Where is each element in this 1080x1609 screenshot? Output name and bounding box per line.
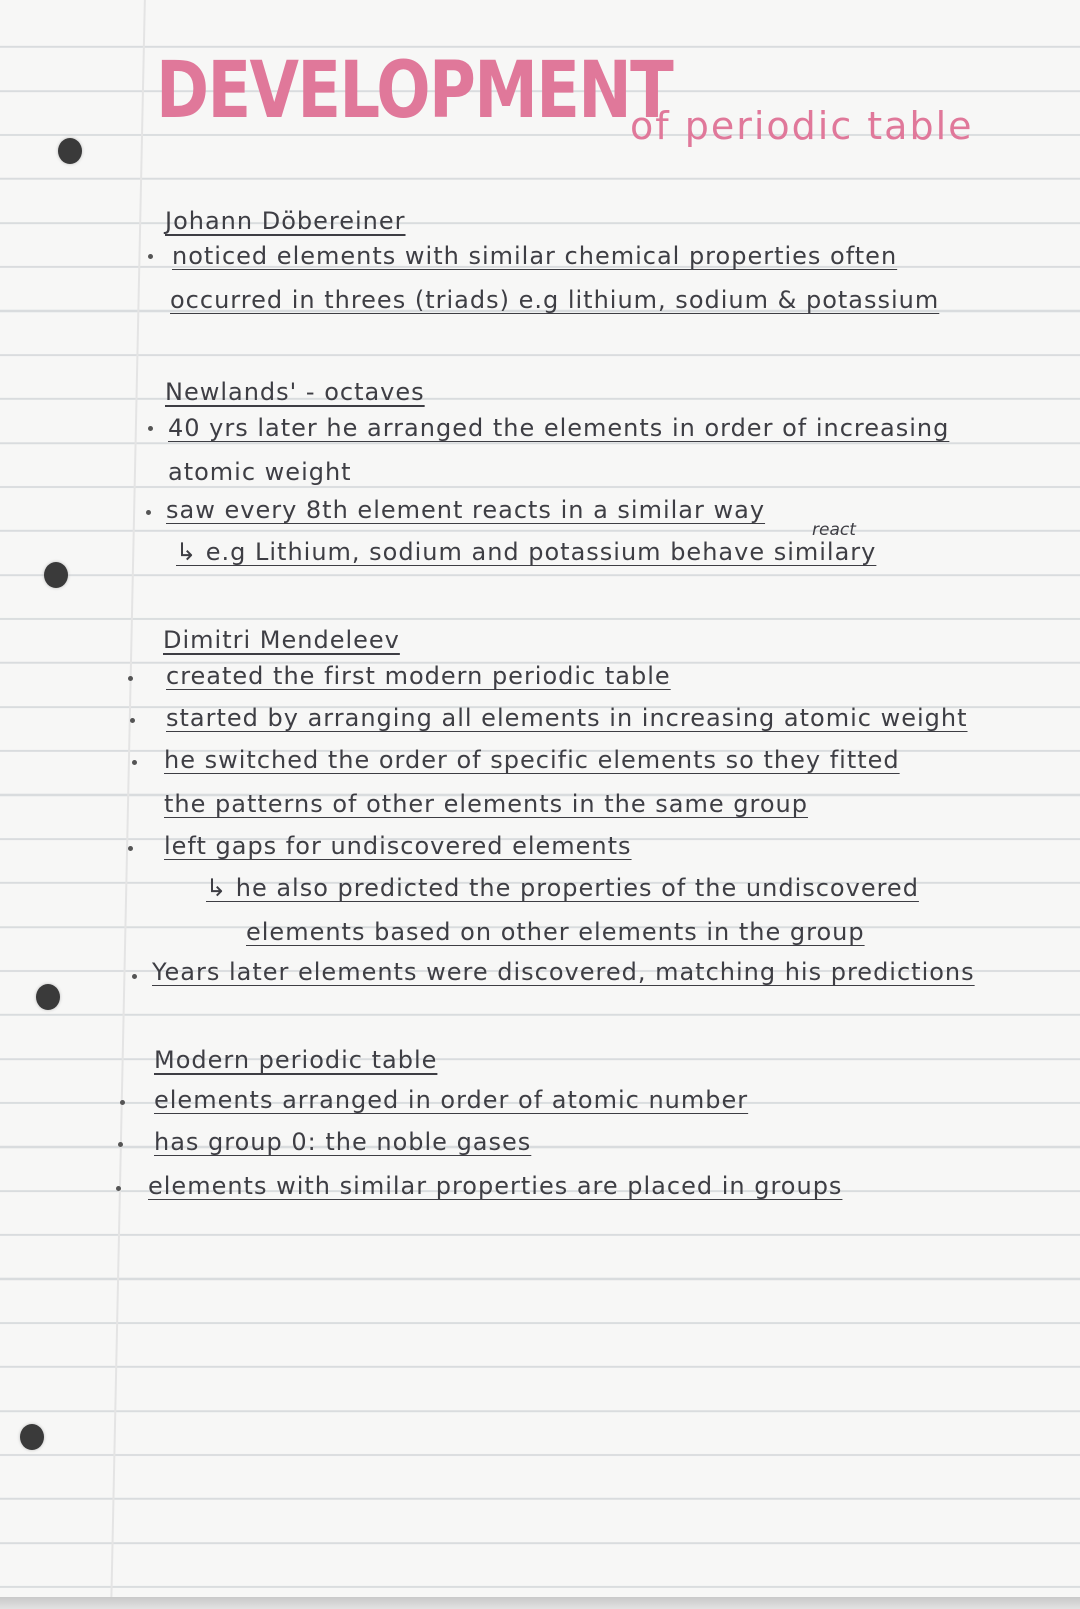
page-subtitle: of periodic table — [630, 104, 974, 148]
note-line: noticed elements with similar chemical properties often — [172, 242, 898, 270]
bullet — [120, 1100, 125, 1105]
note-line: created the first modern periodic table — [166, 662, 671, 690]
note-line: ↳ e.g Lithium, sodium and potassium behave similary — [176, 538, 877, 566]
bullet — [132, 974, 137, 979]
bullet — [146, 510, 151, 515]
note-line: atomic weight — [168, 458, 352, 486]
bullet — [132, 760, 137, 765]
note-line: left gaps for undiscovered elements — [164, 832, 632, 860]
bullet — [130, 718, 135, 723]
note-line: saw every 8th element reacts in a similar way — [166, 496, 766, 524]
note-line: elements arranged in order of atomic number — [154, 1086, 749, 1114]
note-line: the patterns of other elements in the same group — [164, 790, 808, 818]
note-line: ↳ he also predicted the properties of the undiscovered — [206, 874, 919, 902]
note-line: 40 yrs later he arranged the elements in order of increasing — [168, 414, 950, 442]
note-line: started by arranging all elements in increasing atomic weight — [166, 704, 968, 732]
section-heading-mendeleev: Dimitri Mendeleev — [163, 626, 400, 654]
bullet — [148, 254, 153, 259]
page-title: DEVELOPMENT — [156, 46, 673, 136]
section-heading-newlands: Newlands' - octaves — [165, 378, 425, 406]
punch-hole — [58, 138, 82, 164]
page-edge — [0, 1597, 1080, 1609]
bullet — [116, 1186, 121, 1191]
correction-insert: react — [812, 520, 856, 540]
note-line: has group 0: the noble gases — [154, 1128, 532, 1156]
punch-hole — [20, 1424, 44, 1450]
margin-line — [110, 0, 146, 1609]
punch-hole — [36, 984, 60, 1010]
note-line: he switched the order of specific elements so they fitted — [164, 746, 900, 774]
bullet — [148, 426, 153, 431]
bullet — [128, 846, 133, 851]
note-line: Years later elements were discovered, matching his predictions — [152, 958, 975, 986]
note-line: occurred in threes (triads) e.g lithium, sodium & potassium — [170, 286, 940, 314]
note-line: elements based on other elements in the group — [246, 918, 865, 946]
section-heading-modern-table: Modern periodic table — [154, 1046, 438, 1074]
section-heading-dobereiner: Johann Döbereiner — [165, 207, 406, 235]
note-line: elements with similar properties are placed in groups — [148, 1172, 843, 1200]
punch-hole — [44, 562, 68, 588]
bullet — [118, 1142, 123, 1147]
bullet — [128, 676, 133, 681]
